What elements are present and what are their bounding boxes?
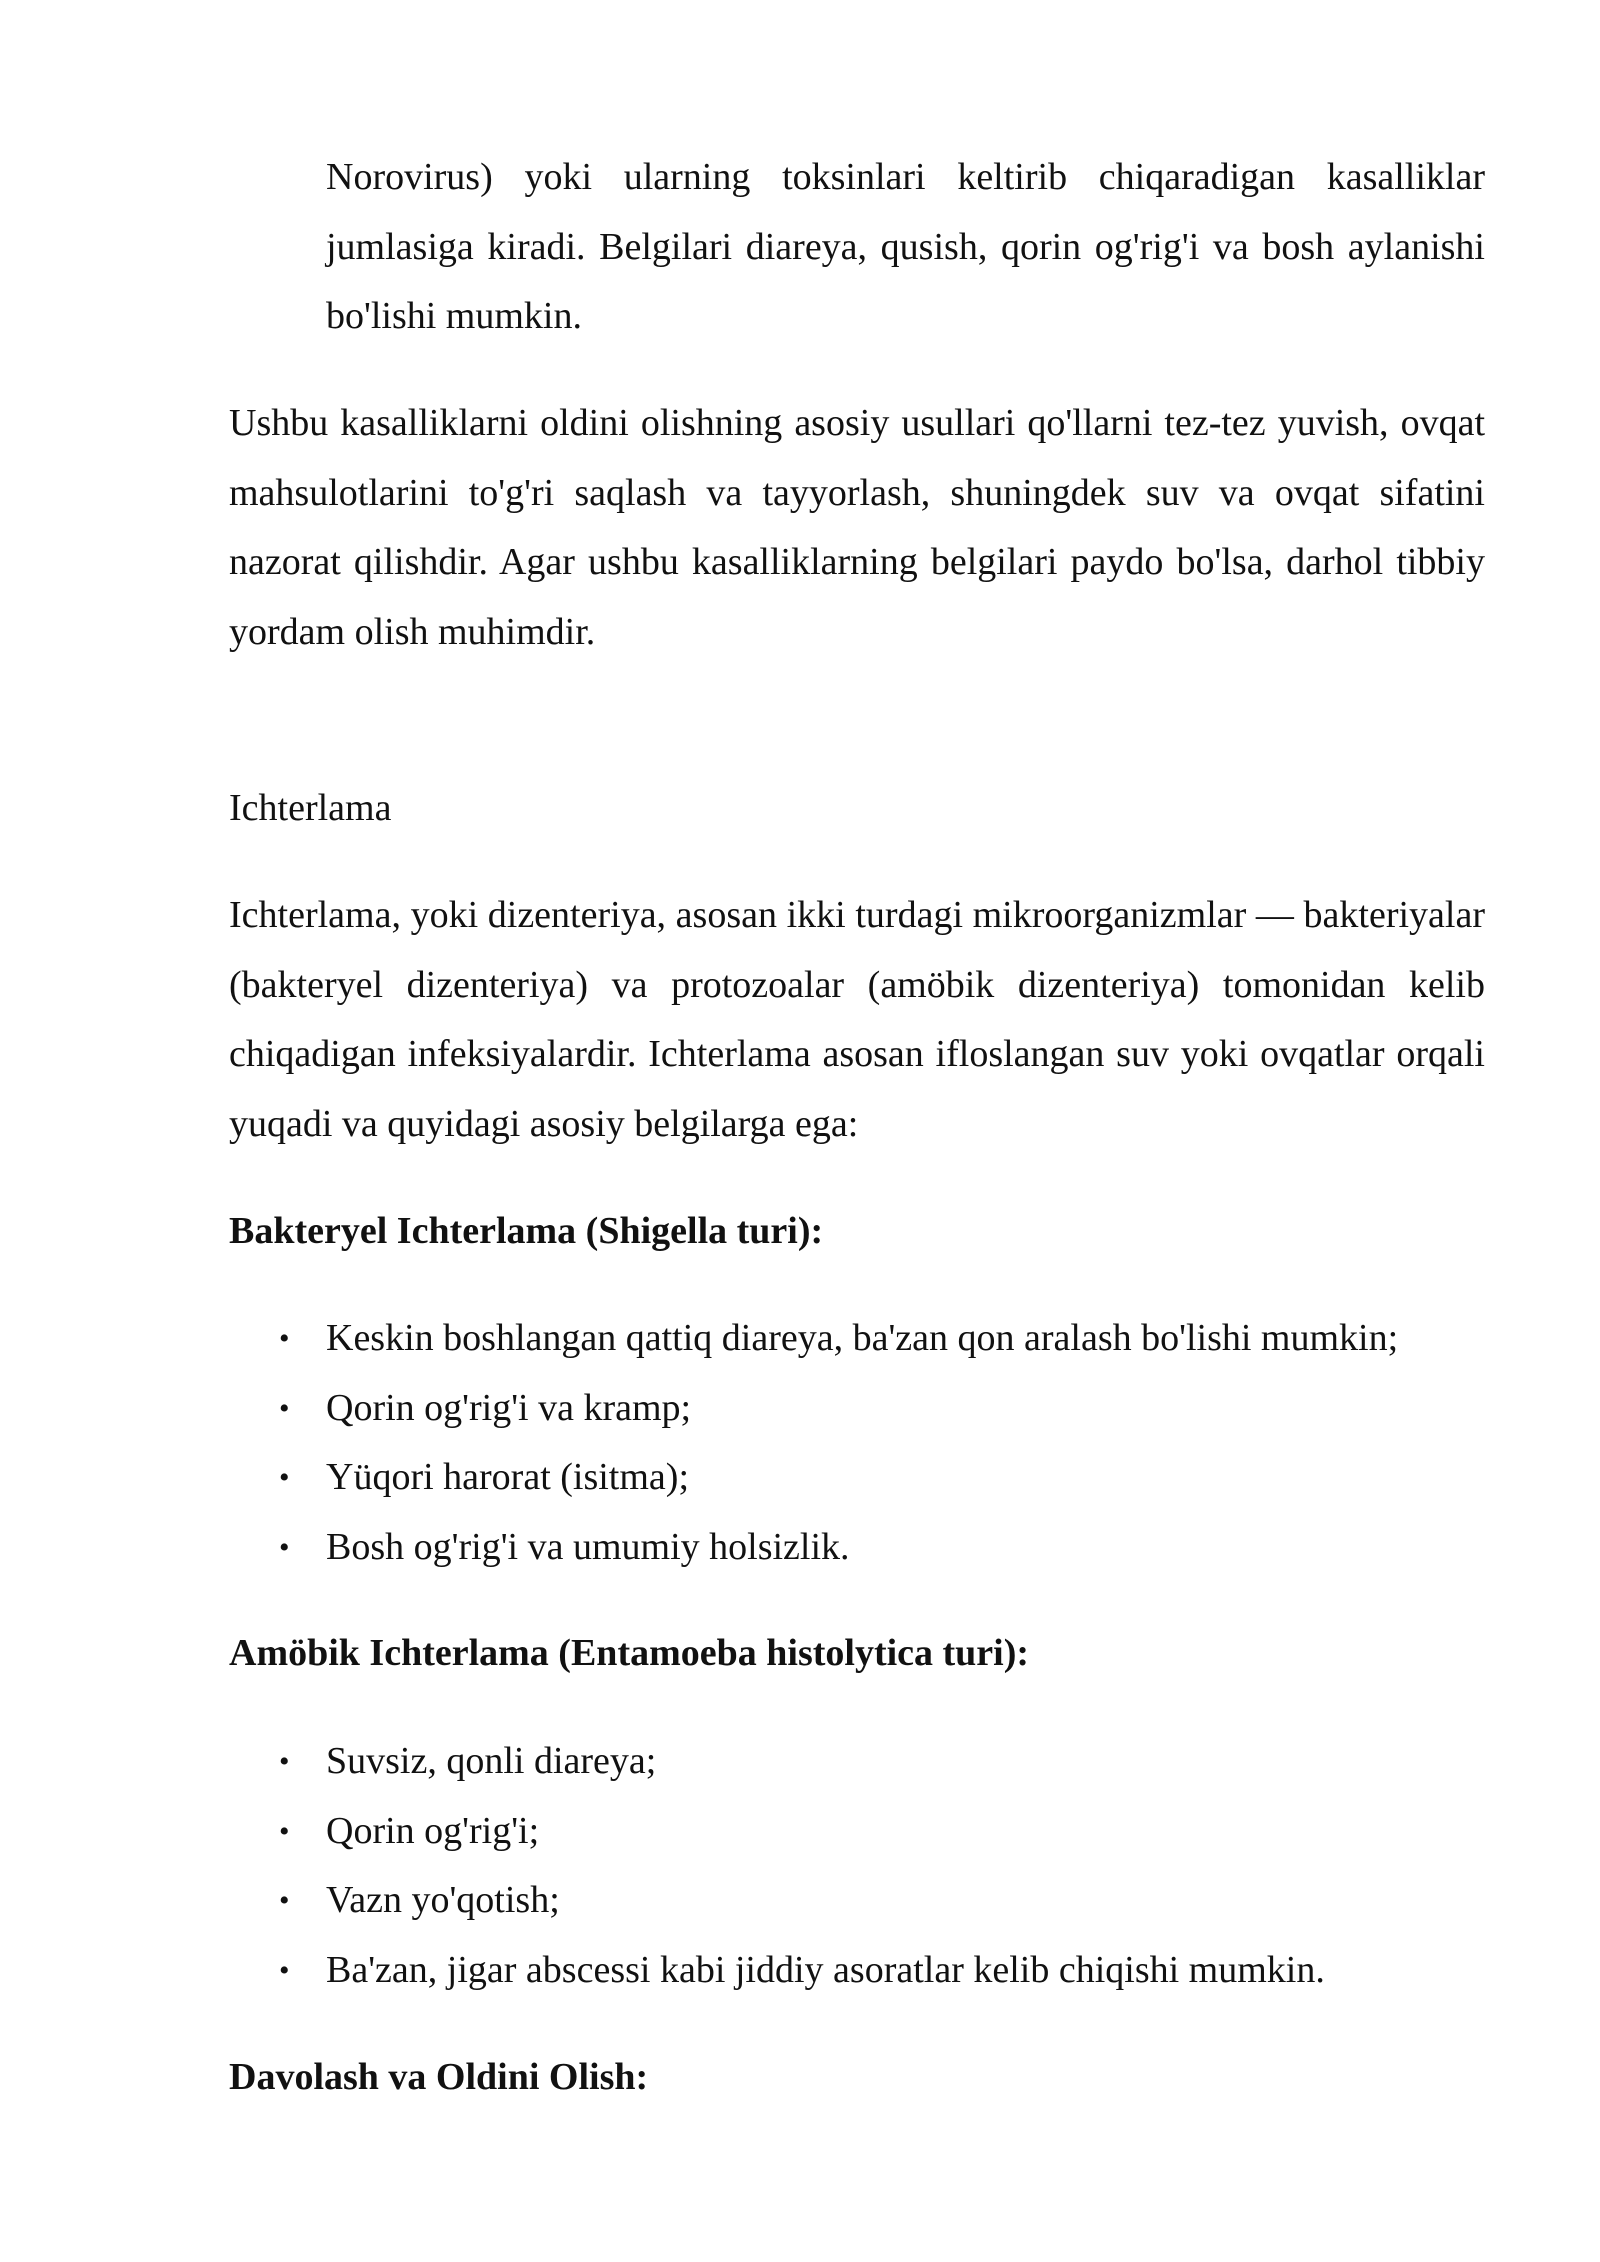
- section-heading-ichterlama: Ichterlama: [229, 787, 392, 829]
- bullet-icon: •: [279, 1461, 290, 1494]
- list-item-text: Qorin og'rig'i va kramp;: [326, 1386, 692, 1429]
- list-item-text: Qorin og'rig'i;: [326, 1809, 540, 1852]
- list-item-text: Ba'zan, jigar abscessi kabi jiddiy asoratlar kelib chiqishi mumkin.: [326, 1948, 1325, 1991]
- bullet-icon: •: [279, 1530, 290, 1564]
- list-item-text: Suvsiz, qonli diareya;: [326, 1740, 657, 1782]
- amoebic-symptom-list: [229, 1727, 1485, 2005]
- list-item: [229, 1304, 1485, 1374]
- heading-bacterial-ichterlama: Bakteryel Ichterlama (Shigella turi):: [229, 1210, 824, 1252]
- list-item: [229, 1797, 1485, 1867]
- bullet-icon: •: [279, 1884, 290, 1917]
- paragraph-ichterlama-intro: Ichterlama, yoki dizenteriya, asosan ikki turdagi mikroorganizmlar — bakteriyalar (bakteryel dizenteriya) va protozoalar (amöbik dizenteriya) tomonidan kelib chiqadigan infeksiyalardir. Ichterlama asosan ifloslangan suv yoki ovqatlar orqali yuqadi va quyidagi asosiy belgilarga ega:: [229, 894, 1485, 1145]
- list-item-text: Yüqori harorat (isitma);: [326, 1456, 690, 1498]
- list-item: [229, 1443, 1485, 1513]
- list-item: [229, 1727, 1485, 1797]
- list-item-text: Keskin boshlangan qattiq diareya, ba'zan qon aralash bo'lishi mumkin;: [326, 1317, 1399, 1359]
- bullet-icon: •: [279, 1322, 290, 1355]
- bullet-icon: •: [279, 1953, 290, 1987]
- bullet-icon: •: [279, 1814, 290, 1848]
- bullet-icon: •: [279, 1745, 290, 1778]
- list-item-text: Bosh og'rig'i va umumiy holsizlik.: [326, 1525, 850, 1568]
- bacterial-symptom-list: [229, 1304, 1485, 1582]
- list-item-text: Vazn yo'qotish;: [326, 1879, 560, 1921]
- list-item: [229, 1866, 1485, 1936]
- list-item: [229, 1936, 1485, 2006]
- list-item: [229, 1513, 1485, 1583]
- list-item: [229, 1374, 1485, 1444]
- bullet-icon: •: [279, 1391, 290, 1425]
- paragraph-prevention: Ushbu kasalliklarni oldini olishning asosiy usullari qo'llarni tez-tez yuvish, ovqat mahsulotlarini to'g'ri saqlash va tayyorlash, shuningdek suv va ovqat sifatini nazorat qilishdir. Agar ushbu kasalliklarning belgilari paydo bo'lsa, darhol tibbiy yordam olish muhimdir.: [229, 402, 1485, 653]
- heading-amoebic-ichterlama: Amöbik Ichterlama (Entamoeba histolytica turi):: [229, 1632, 1030, 1674]
- heading-treatment: Davolash va Oldini Olish:: [229, 2056, 649, 2098]
- paragraph-norovirus: Norovirus) yoki ularning toksinlari keltirib chiqaradigan kasalliklar jumlasiga kiradi. Belgilari diareya, qusish, qorin og'rig'i va bosh aylanishi bo'lishi mumkin.: [326, 156, 1485, 337]
